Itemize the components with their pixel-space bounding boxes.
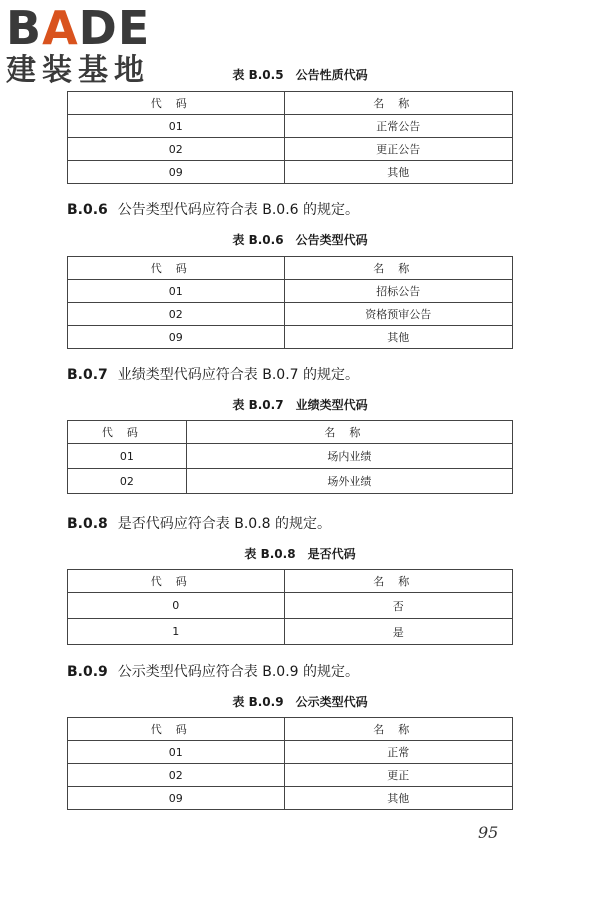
table-row <box>68 138 513 161</box>
cell-code: 01 <box>68 280 285 303</box>
cell-code: 09 <box>68 787 285 810</box>
cell-name: 其他 <box>284 787 513 810</box>
table-header-row <box>68 570 513 593</box>
cell-code: 01 <box>68 115 285 138</box>
cell-name: 否 <box>284 593 513 619</box>
table-header-row <box>68 257 513 280</box>
table-row <box>68 593 513 619</box>
logo-latin: BADE <box>6 1 151 55</box>
header-name: 名称 <box>186 421 512 444</box>
clause-paragraph: B.0.6 公告类型代码应符合表 B.0.6 的规定。 <box>67 202 360 218</box>
cell-name: 是 <box>284 619 513 645</box>
header-name: 名称 <box>284 718 513 741</box>
cell-name: 招标公告 <box>284 280 513 303</box>
page-number: 95 <box>478 823 499 842</box>
header-code: 代码 <box>68 92 285 115</box>
cell-name: 更正 <box>284 764 513 787</box>
table-row <box>68 161 513 184</box>
header-name: 名称 <box>284 257 513 280</box>
clause-paragraph: B.0.9 公示类型代码应符合表 B.0.9 的规定。 <box>67 664 360 680</box>
table-row <box>68 741 513 764</box>
code-table <box>67 717 513 810</box>
table-row <box>68 115 513 138</box>
table-header-row <box>68 421 513 444</box>
cell-name: 场内业绩 <box>186 444 512 469</box>
cell-code: 1 <box>68 619 285 645</box>
table-row <box>68 764 513 787</box>
table-row <box>68 444 513 469</box>
cell-code: 02 <box>68 138 285 161</box>
cell-code: 09 <box>68 161 285 184</box>
cell-name: 其他 <box>284 326 513 349</box>
cell-name: 场外业绩 <box>186 469 512 494</box>
cell-name: 正常公告 <box>284 115 513 138</box>
table-caption: 表 B.0.9 公示类型代码 <box>232 695 368 709</box>
clause-paragraph: B.0.8 是否代码应符合表 B.0.8 的规定。 <box>67 516 332 532</box>
table-caption: 表 B.0.7 业绩类型代码 <box>232 398 368 412</box>
cell-name: 更正公告 <box>284 138 513 161</box>
table-caption: 表 B.0.5 公告性质代码 <box>232 68 368 82</box>
code-table <box>67 256 513 349</box>
code-table <box>67 91 513 184</box>
table-row <box>68 326 513 349</box>
header-code: 代码 <box>68 570 285 593</box>
cell-code: 02 <box>68 469 187 494</box>
header-code: 代码 <box>68 421 187 444</box>
code-table <box>67 569 513 645</box>
logo-chinese: 建装基地 <box>6 53 150 88</box>
table-caption: 表 B.0.6 公告类型代码 <box>232 233 368 247</box>
table-header-row <box>68 718 513 741</box>
table-row <box>68 469 513 494</box>
table-row <box>68 303 513 326</box>
cell-name: 资格预审公告 <box>284 303 513 326</box>
table-row <box>68 787 513 810</box>
cell-code: 01 <box>68 444 187 469</box>
cell-code: 02 <box>68 303 285 326</box>
clause-paragraph: B.0.7 业绩类型代码应符合表 B.0.7 的规定。 <box>67 367 360 383</box>
header-name: 名称 <box>284 92 513 115</box>
header-code: 代码 <box>68 257 285 280</box>
header-name: 名称 <box>284 570 513 593</box>
cell-code: 0 <box>68 593 285 619</box>
cell-name: 正常 <box>284 741 513 764</box>
cell-code: 09 <box>68 326 285 349</box>
cell-code: 01 <box>68 741 285 764</box>
cell-code: 02 <box>68 764 285 787</box>
table-header-row <box>68 92 513 115</box>
cell-name: 其他 <box>284 161 513 184</box>
table-caption: 表 B.0.8 是否代码 <box>244 547 356 561</box>
table-row <box>68 619 513 645</box>
header-code: 代码 <box>68 718 285 741</box>
code-table <box>67 420 513 494</box>
table-row <box>68 280 513 303</box>
